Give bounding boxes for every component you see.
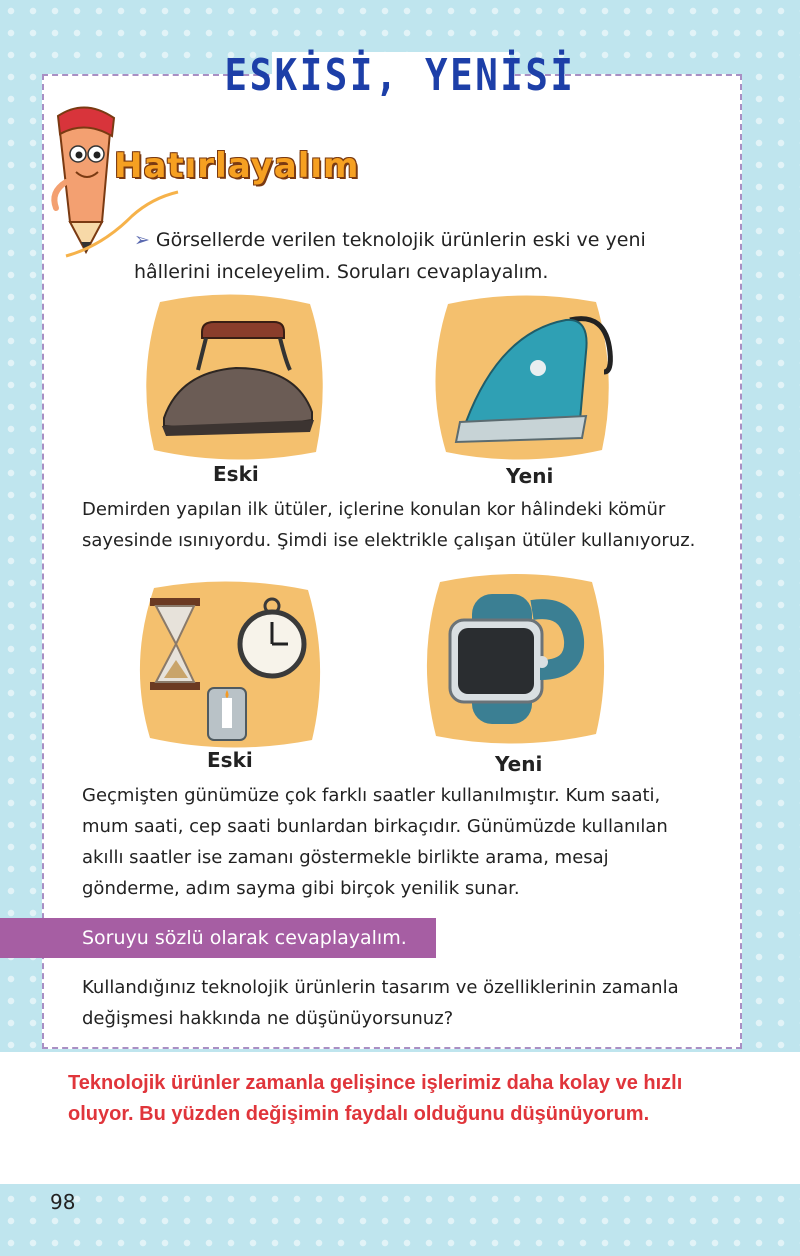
question-text <box>82 972 722 1034</box>
new-iron-image <box>430 292 614 462</box>
section-heading: Hatırlayalım <box>114 146 360 186</box>
smart-watch-image <box>420 570 610 746</box>
iron-paragraph <box>82 494 722 556</box>
old-clocks-caption: Eski <box>207 748 253 772</box>
clock-line-1: Geçmişten günümüze çok farklı saatler kullanılmıştır. Kum saati, <box>82 785 661 806</box>
question-banner: Soruyu sözlü olarak cevaplayalım. <box>0 918 436 958</box>
old-clocks-image <box>132 578 328 750</box>
clock-paragraph <box>82 780 722 904</box>
smart-watch-caption: Yeni <box>495 752 543 776</box>
student-answer <box>68 1068 768 1130</box>
clock-line-2: mum saati, cep saati bunlardan birkaçıdır. Günümüzde kullanılan <box>82 816 668 837</box>
old-iron-image <box>140 292 328 462</box>
iron-line-1: Demirden yapılan ilk ütüler, içlerine konulan kor hâlindeki kömür <box>82 499 666 520</box>
clock-line-4: gönderme, adım sayma gibi birçok yenilik sunar. <box>82 878 520 899</box>
bullet-arrow-icon: ➢ <box>134 229 150 251</box>
question-line-1: Kullandığınız teknolojik ürünlerin tasarım ve özelliklerinin zamanla <box>82 977 679 998</box>
iron-line-2: sayesinde ısınıyordu. Şimdi ise elektrikle çalışan ütüler kullanıyoruz. <box>82 530 696 551</box>
clock-line-3: akıllı saatler ise zamanı göstermekle birlikte arama, mesaj <box>82 847 609 868</box>
answer-line-2: oluyor. Bu yüzden değişimin faydalı olduğunu düşünüyorum. <box>68 1103 650 1125</box>
page-number: 98 <box>50 1190 76 1214</box>
answer-line-1: Teknolojik ürünler zamanla gelişince işlerimiz daha kolay ve hızlı <box>68 1072 683 1094</box>
new-iron-caption: Yeni <box>506 464 554 488</box>
intro-text <box>134 224 694 288</box>
page-title: ESKİSİ, YENİSİ <box>224 50 576 101</box>
question-line-2: değişmesi hakkında ne düşünüyorsunuz? <box>82 1008 454 1029</box>
intro-line-2: hâllerini inceleyelim. Soruları cevaplayalım. <box>134 261 549 283</box>
intro-line-1: Görsellerde verilen teknolojik ürünlerin eski ve yeni <box>155 229 646 251</box>
old-iron-caption: Eski <box>213 462 259 486</box>
